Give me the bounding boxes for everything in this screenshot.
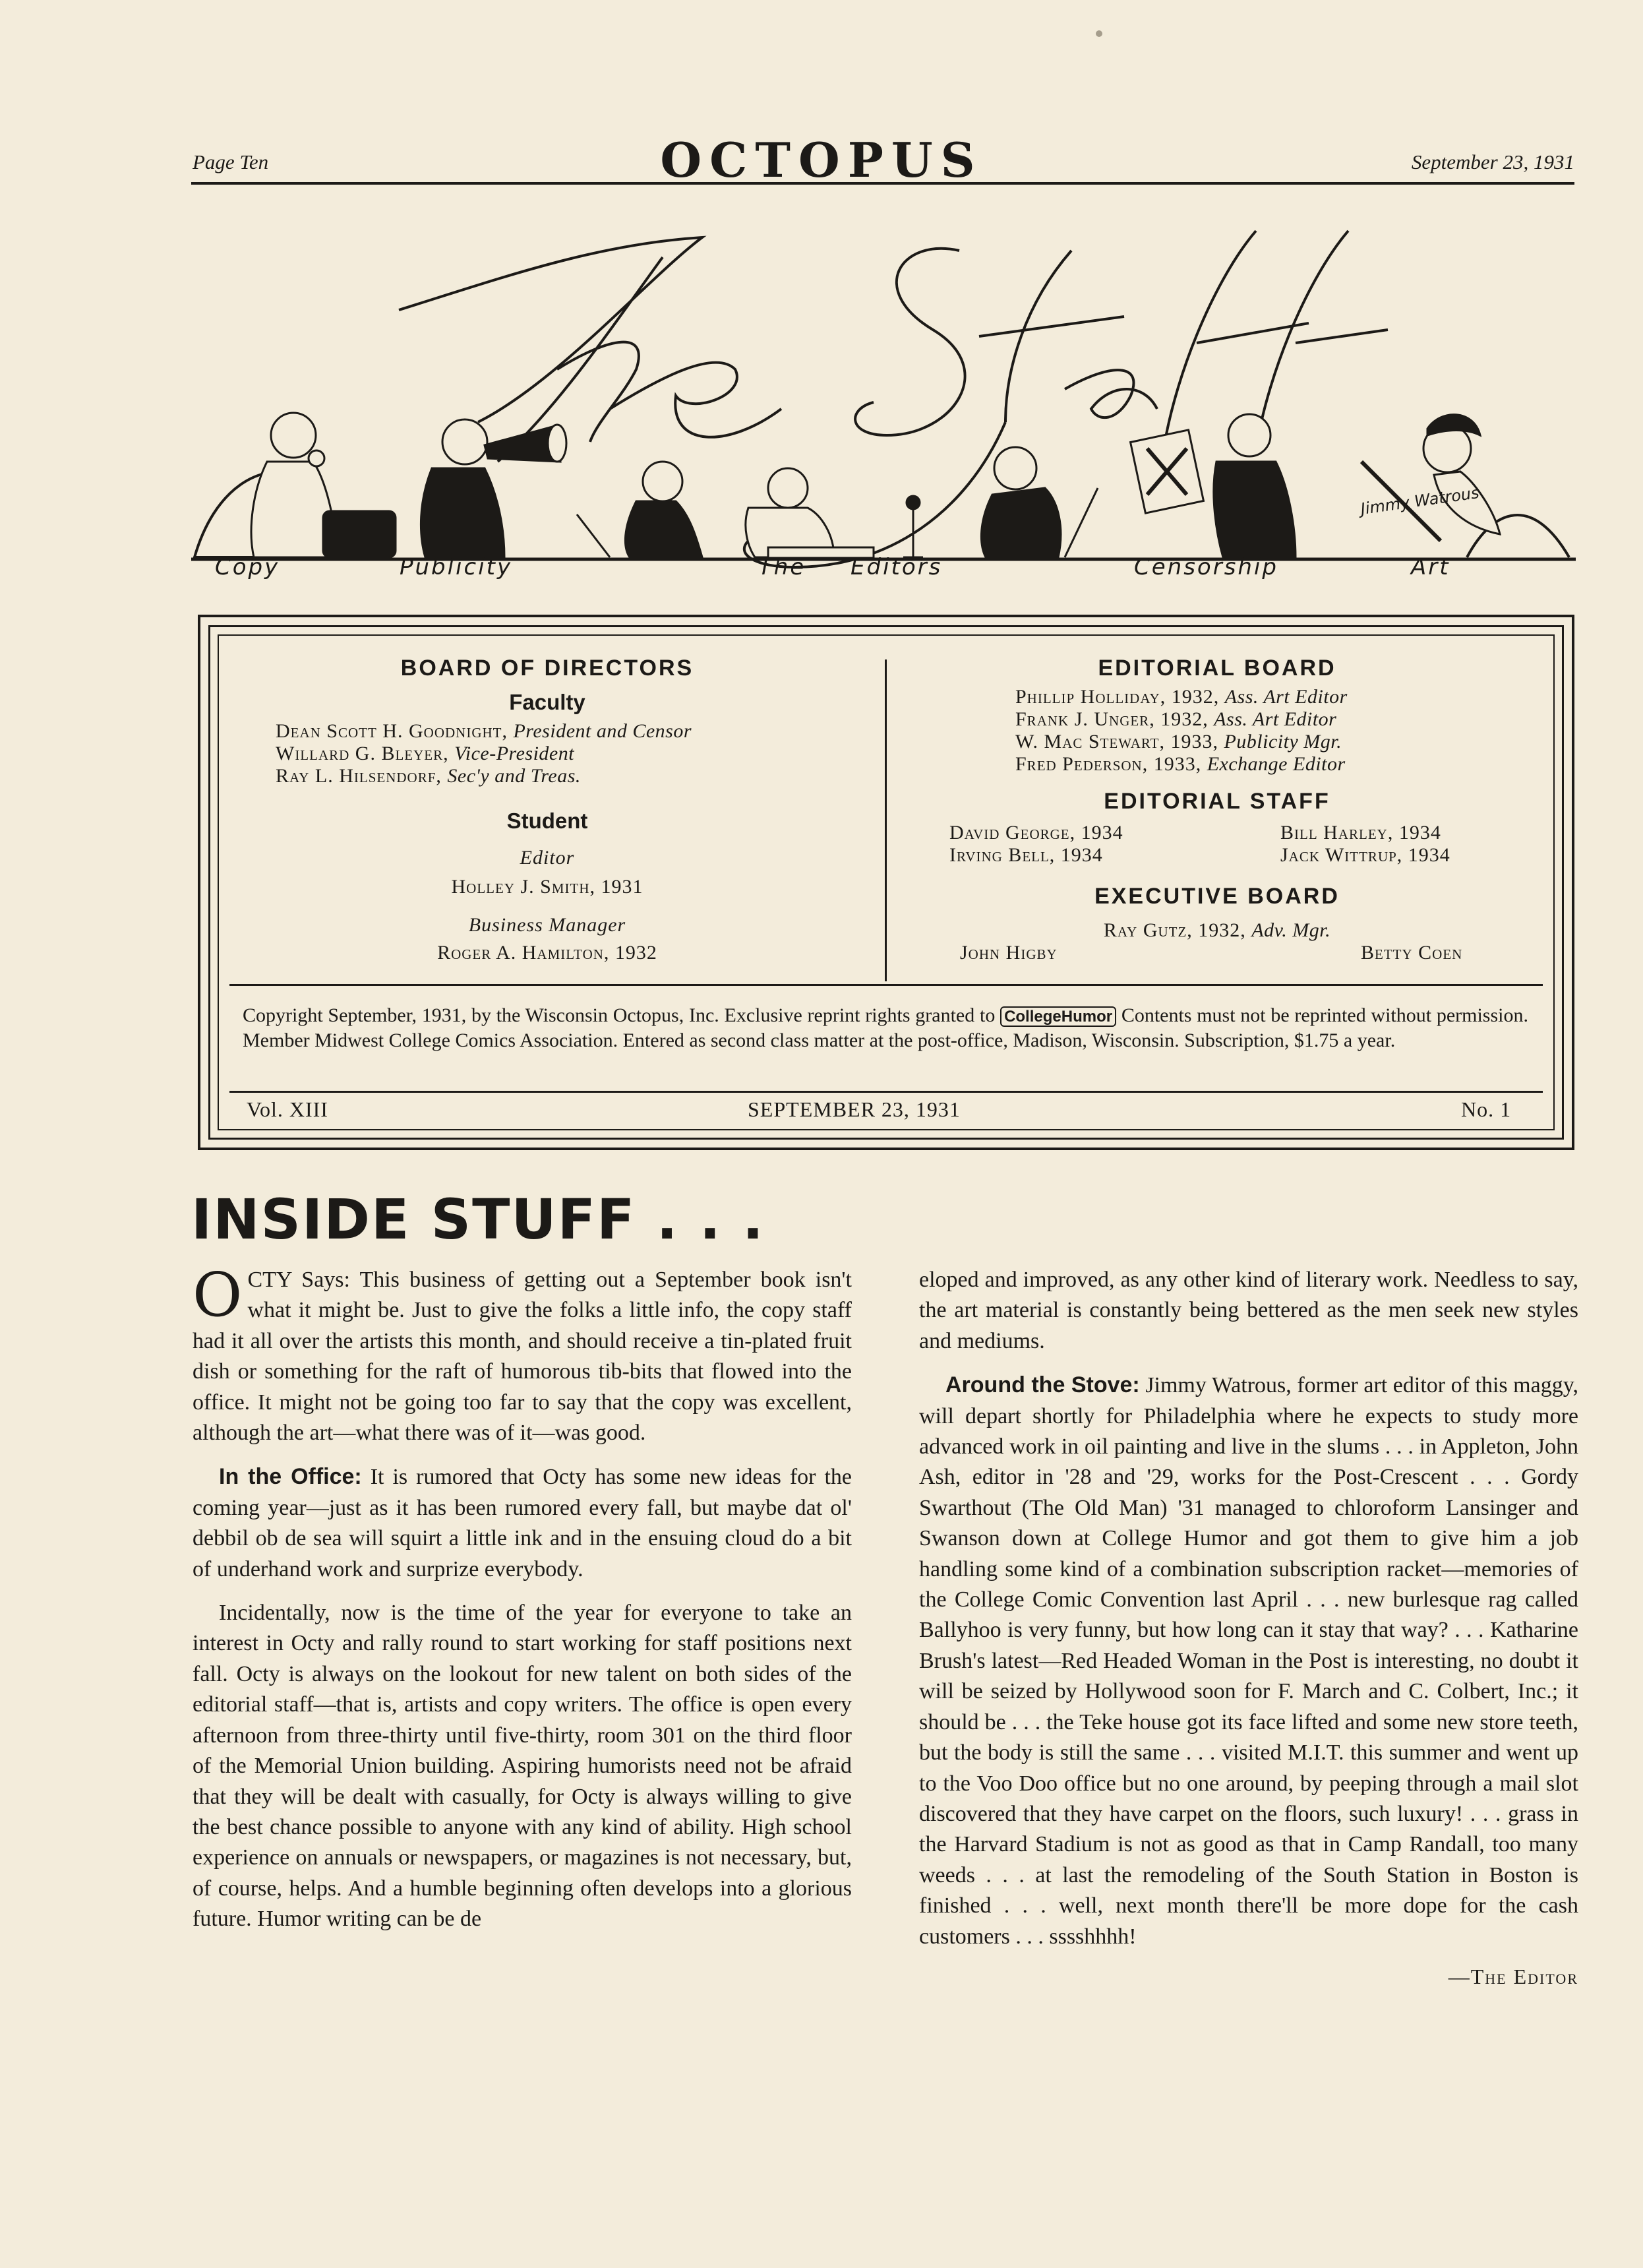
copyright-notice: Copyright September, 1931, by the Wisconsin Octopus, Inc. Exclusive reprint rights granted to CollegeHumor Contents must not be reprinted without permission. Member Midwest College Comics Association. Entered as second class matter at the post-office, Madison, Wisconsin. Subscription, $1.75 a year. xyxy=(243,1004,1528,1051)
run-in-heading: Around the Stove: xyxy=(945,1372,1140,1398)
article-title: INSIDE STUFF . . . xyxy=(191,1187,765,1252)
editorial-board-member: W. Mac Stewart, 1933, Publicity Mgr. xyxy=(1015,731,1342,752)
executive-board-heading: EXECUTIVE BOARD xyxy=(1094,884,1340,909)
censorship-figure xyxy=(1131,414,1296,557)
executive-board-member: John Higby xyxy=(960,942,1058,964)
advertising-manager: Ray Gutz, 1932, Adv. Mgr. xyxy=(1103,919,1331,941)
artist-signature: Jimmy Watrous xyxy=(1359,483,1481,518)
editorial-staff-member: David George, 1934 xyxy=(949,822,1123,843)
publicity-figure xyxy=(421,419,566,557)
page-label: Page Ten xyxy=(193,150,269,173)
masthead: OCTOPUS xyxy=(660,132,983,188)
editor-name: Holley J. Smith, 1931 xyxy=(451,876,643,898)
faculty-member: Ray L. Hilsendorf, Sec'y and Treas. xyxy=(276,765,581,787)
header-date: September 23, 1931 xyxy=(1411,150,1574,173)
editor-signature: —The Editor xyxy=(1448,1964,1578,1988)
article-paragraph-continued: eloped and improved, as any other kind of literary work. Needless to say, the art material is constantly being bettered as the men seek new styles and mediums. xyxy=(919,1268,1578,1353)
business-manager-name: Roger A. Hamilton, 1932 xyxy=(437,942,657,964)
editorial-board-member: Frank J. Unger, 1932, Ass. Art Editor xyxy=(1015,708,1337,730)
editorial-staff-heading: EDITORIAL STAFF xyxy=(1104,789,1330,814)
article-column-right xyxy=(919,1265,1578,1992)
editorial-staff-member: Bill Harley, 1934 xyxy=(1280,822,1441,843)
staff-box-rule-2 xyxy=(229,1091,1543,1093)
volume-label: Vol. XIII xyxy=(247,1097,328,1121)
student-heading: Student xyxy=(506,809,588,833)
faculty-heading: Faculty xyxy=(509,690,585,714)
editorial-board-member: Phillip Holliday, 1932, Ass. Art Editor xyxy=(1015,686,1348,708)
issue-number: No. 1 xyxy=(1461,1097,1512,1121)
issue-date: SEPTEMBER 23, 1931 xyxy=(748,1097,961,1121)
executive-board-member: Betty Coen xyxy=(1361,942,1463,964)
faculty-member: Willard G. Bleyer, Vice-President xyxy=(276,743,575,764)
college-humor-logo: CollegeHumor xyxy=(1000,1006,1116,1027)
caption-editors: Editors xyxy=(851,554,943,580)
faculty-member: Dean Scott H. Goodnight, President and Censor xyxy=(276,720,692,742)
drop-cap: O xyxy=(193,1260,243,1330)
print-speck xyxy=(1096,30,1102,37)
editorial-board-heading: EDITORIAL BOARD xyxy=(1098,656,1336,681)
staff-cartoon-illustration xyxy=(188,198,1579,594)
editorial-staff-member: Jack Wittrup, 1934 xyxy=(1280,844,1450,866)
caption-publicity: Publicity xyxy=(400,554,513,580)
article-paragraph: OCTY Says: This business of getting out a September book isn't what it might be. Just to give the folks a little info, the copy staff had it all over the artists this month, and should receive a tin-plated fruit dish or something for the raft of humorous tib-bits that flowed into the office. It might not be going too far to say that the copy was excellent, although the art—what there was of it—was good. xyxy=(193,1260,852,1446)
business-manager-role: Business Manager xyxy=(468,914,626,936)
caption-the: The xyxy=(758,554,806,580)
article-paragraph: Around the Stove: Jimmy Watrous, former art editor of this maggy, will depart shortly for Philadelphia where he expects to study more advanced work in oil painting and live in the slums . . . in Appleton, John Ash, editor in '28 and '29, works for the Post-Crescent . . . Gordy Swarthout (The Old Man) '31 managed to chloroform Lansinger and Swanson down at College Humor and got them to give him a job handling some kind of a combination subscription racket—memories of the College Comic Convention last April . . . new burlesque rag called Ballyhoo is very funny, but how long can it stay that way? . . . Katharine Brush's latest—Red Headed Woman in the Post is interesting, no doubt it will be seized by Hollywood soon for F. March and C. Colbert, Inc.; it should be . . . the Teke house got its face lifted and some new store teeth, but the body is still the same . . . visited M.I.T. this summer and went up to the Voo Doo office but no one around, by peeping through a mail slot discovered that they have carpet on the floors, such luxury! . . . grass in the Harvard Stadium is not as good as that in Camp Randall, too many weeds . . . at last the remodeling of the South Station in Boston is finished . . . well, next month there'll be more dope for the cash customers . . . sssshhhh! xyxy=(919,1372,1578,1949)
article-paragraph: Incidentally, now is the time of the year for everyone to take an interest in Octy and rally round to start working for staff positions next fall. Octy is always on the lookout for new talent on both sides of the editorial staff—that is, artists and copy writers. The office is open every afternoon from three-thirty until five-thirty, room 301 on the third floor of the Memorial Union building. Aspiring humorists need not be afraid that they will be dealt with casually, for Octy is always willing to give the best chance possible to anyone with any kind of ability. High school experience on annuals or newspapers, or magazines is not necessary, but, of course, helps. And a humble beginning often develops into a glorious future. Humor writing can be de xyxy=(193,1601,852,1932)
art-figure xyxy=(1361,415,1500,541)
copy-figure xyxy=(251,413,396,557)
caption-art: Art xyxy=(1411,554,1450,580)
run-in-heading: In the Office: xyxy=(219,1464,362,1490)
staff-box-rule-1 xyxy=(229,984,1543,986)
editors-figures xyxy=(577,447,1098,558)
caption-censorship: Censorship xyxy=(1134,554,1278,580)
article-paragraph: In the Office: It is rumored that Octy has some new ideas for the coming year—just as it has been rumored every fall, but maybe dat ol' debbil ob de sea will squirt a little ink and in the ensuing cloud do a bit of underhand work and surprize everybody. xyxy=(193,1464,852,1581)
editorial-board-member: Fred Pederson, 1933, Exchange Editor xyxy=(1015,753,1346,775)
article-column-left xyxy=(193,1260,852,1948)
caption-copy: Copy xyxy=(215,554,280,580)
header-rule xyxy=(191,182,1574,185)
editorial-staff-member: Irving Bell, 1934 xyxy=(949,844,1103,866)
board-of-directors-heading: BOARD OF DIRECTORS xyxy=(400,656,694,681)
staff-box-column-divider xyxy=(885,659,887,981)
editor-role: Editor xyxy=(520,847,575,869)
